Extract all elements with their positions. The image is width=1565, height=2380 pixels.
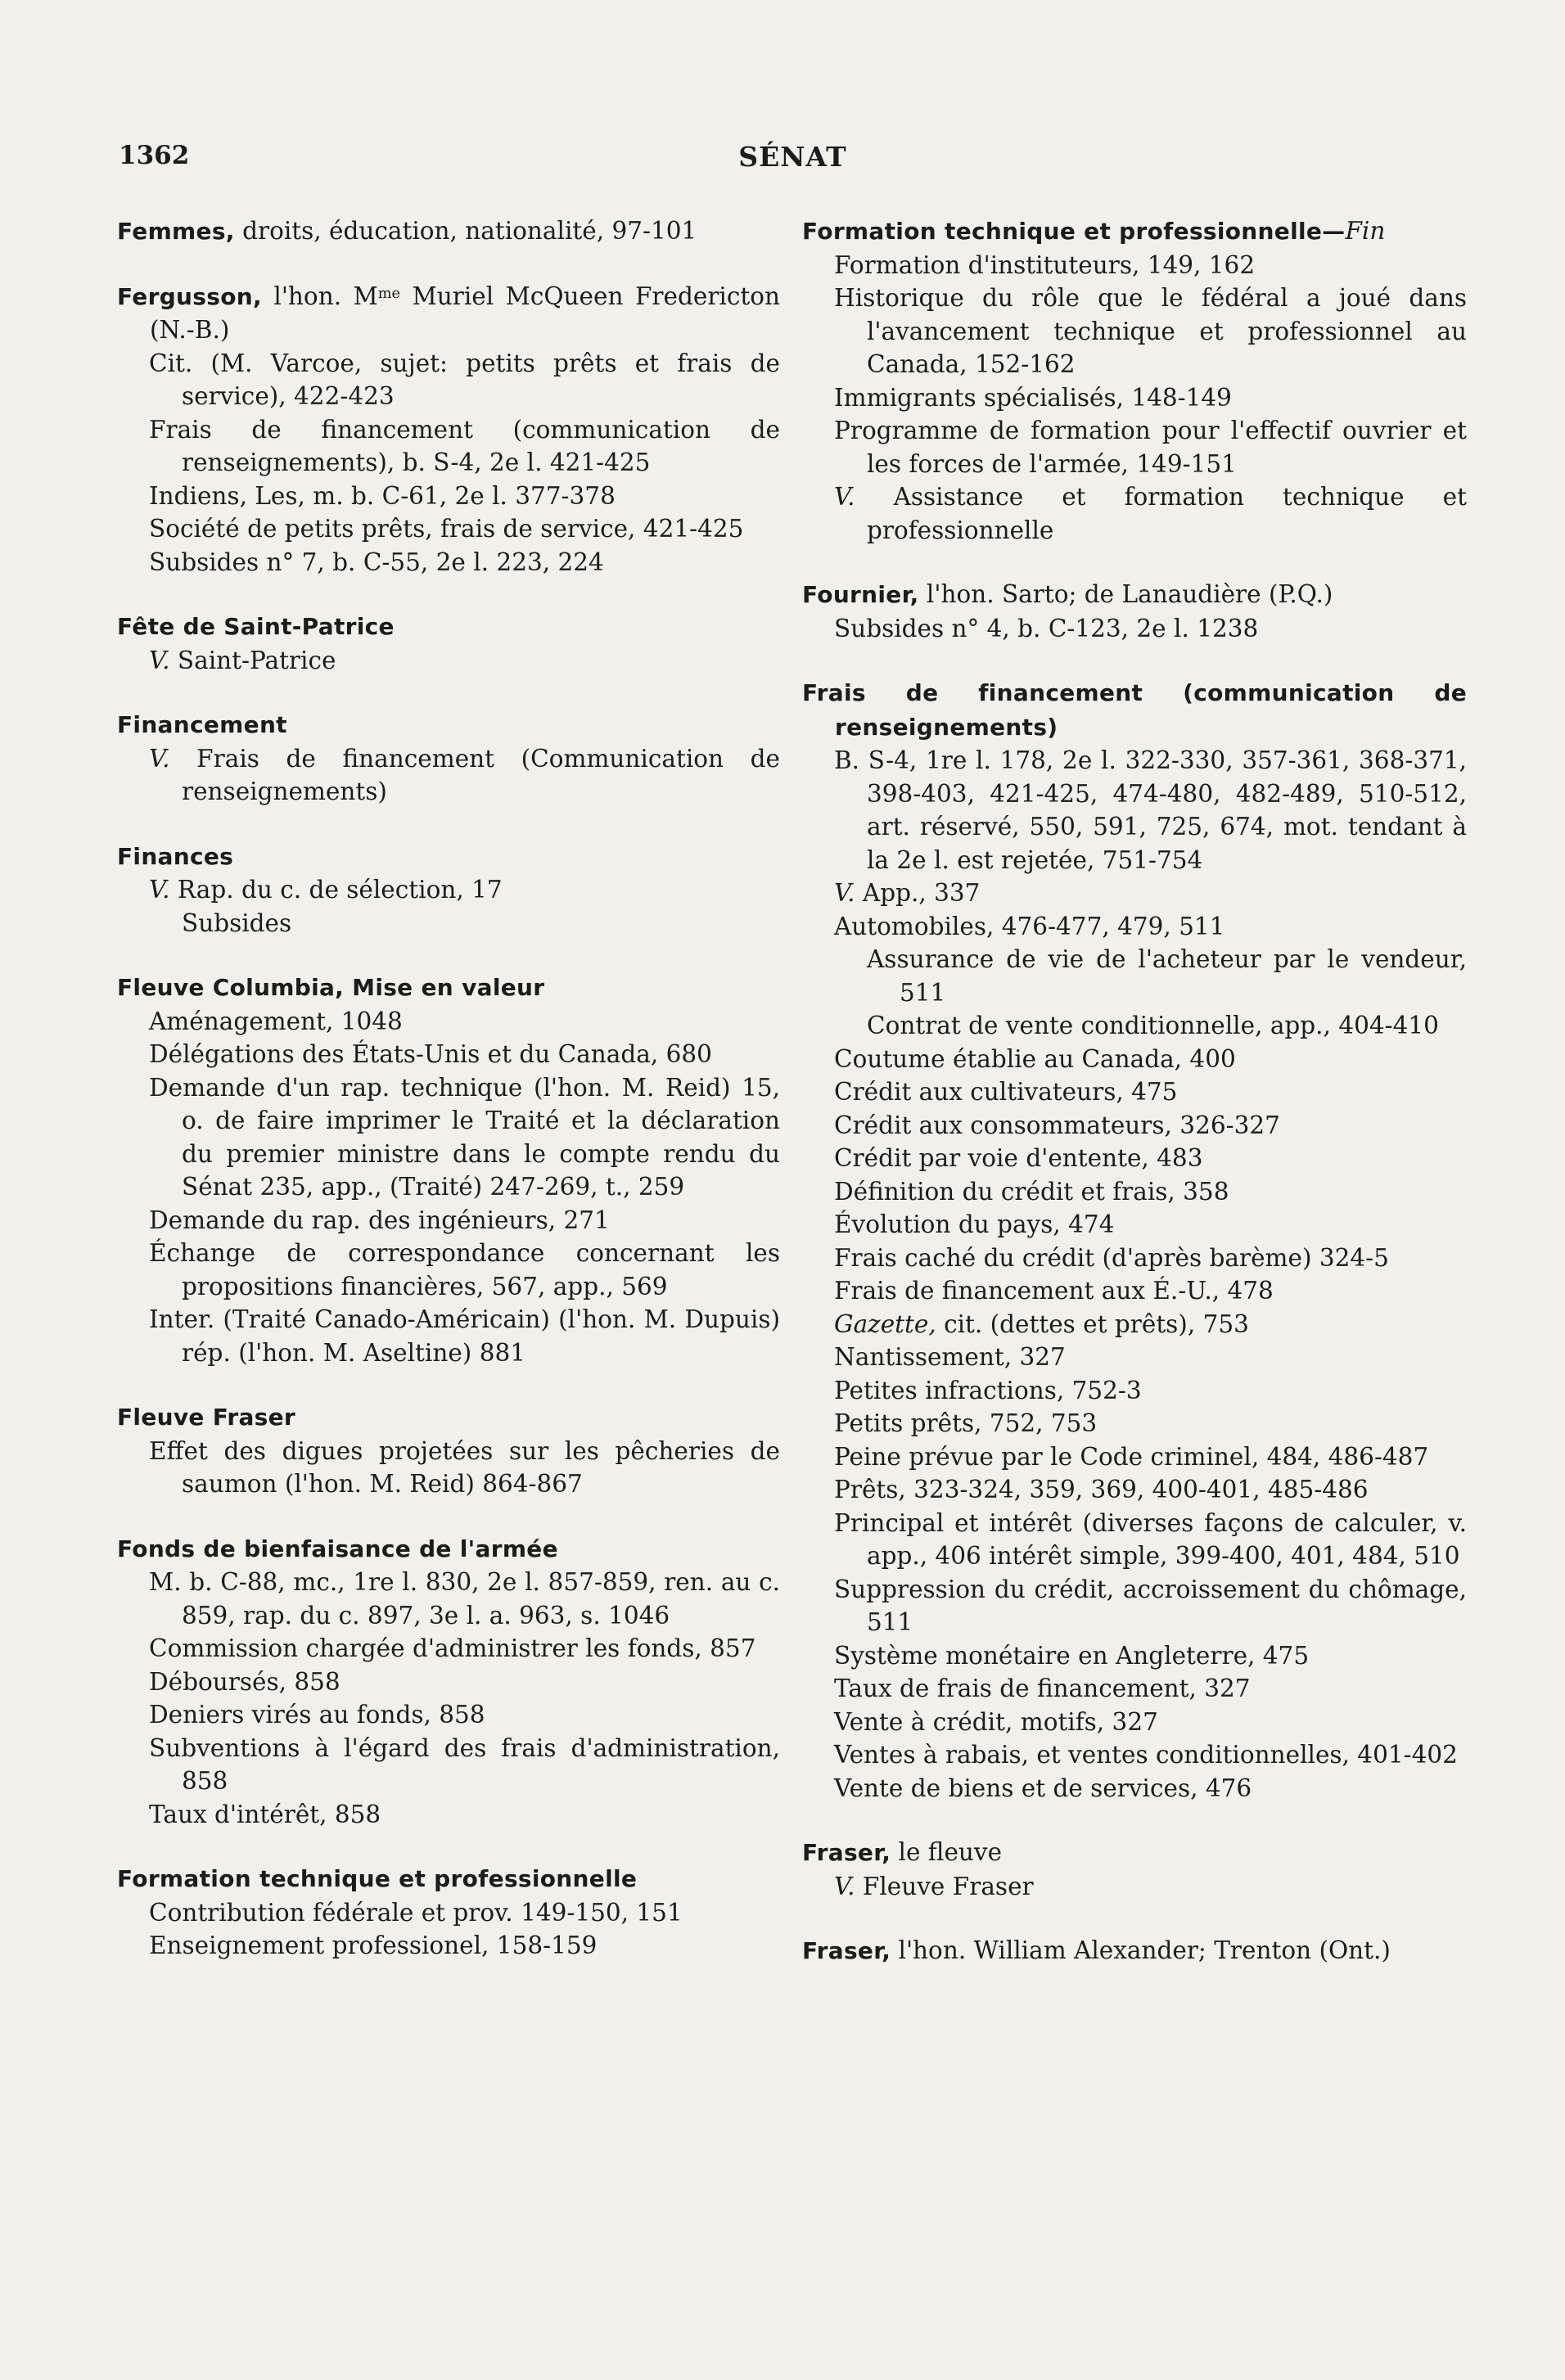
subentry: Suppression du crédit, accroissement du chômage, 511	[834, 1575, 1467, 1636]
right-column	[802, 214, 1467, 1999]
entry-fleuve-fraser	[117, 1400, 780, 1501]
entry-continued: Fin	[1345, 217, 1386, 245]
entry-fergusson	[117, 280, 780, 579]
subentry: Historique du rôle que le fédéral a joué dans l'avancement technique et professionnel au Canada, 152-162	[834, 284, 1467, 378]
page-title: SÉNAT	[738, 141, 847, 173]
entry-fraser-fleuve	[802, 1836, 1467, 1903]
subentry: Automobiles, 476-477, 479, 511	[834, 912, 1225, 940]
subentry: V. Rap. du c. de sélection, 17	[149, 876, 503, 904]
subentry: M. b. C-88, mc., 1re l. 830, 2e l. 857-859, ren. au c. 859, rap. du c. 897, 3e l. a. 963, s. 1046	[149, 1568, 780, 1629]
entry-heading: Finances	[117, 842, 234, 870]
subentry: Crédit aux cultivateurs, 475	[834, 1078, 1178, 1106]
subentry: Crédit par voie d'entente, 483	[834, 1144, 1203, 1172]
entry-fleuve-columbia	[117, 971, 780, 1369]
subentry: Contribution fédérale et prov. 149-150, 151	[149, 1898, 683, 1927]
subentry: Principal et intérêt (diverses façons de calculer, v. app., 406 intérêt simple, 399-400, 401, 484, 510	[834, 1508, 1467, 1570]
subentry: Gazette, cit. (dettes et prêts), 753	[834, 1309, 1249, 1338]
subentry: Système monétaire en Angleterre, 475	[834, 1641, 1310, 1670]
subentry: Peine prévue par le Code criminel, 484, 486-487	[834, 1442, 1429, 1471]
entry-fonds-bienfaisance	[117, 1532, 780, 1832]
see-also: V.	[149, 646, 170, 674]
subentry: Évolution du pays, 474	[834, 1210, 1115, 1238]
subentry: Subventions à l'égard des frais d'administration, 858	[149, 1733, 780, 1795]
entry-fete-saint-patrice	[117, 610, 780, 677]
subentry: Demande du rap. des ingénieurs, 271	[149, 1206, 610, 1234]
entry-frais-financement	[802, 676, 1467, 1805]
subentry: Programme de formation pour l'effectif ouvrier et les forces de l'armée, 149-151	[834, 417, 1467, 478]
subentry: Cit. (M. Varcoe, sujet: petits prêts et frais de service), 422-423	[149, 349, 780, 410]
entry-heading: Formation technique et professionnelle—	[802, 218, 1346, 245]
subentry: Enseignement professionel, 158-159	[149, 1931, 598, 1959]
entry-fraser-william	[802, 1934, 1467, 1968]
entry-heading: Fraser,	[802, 1937, 891, 1964]
entry-text: droits, éducation, nationalité, 97-101	[234, 217, 697, 245]
entry-text: l'hon. William Alexander; Trenton (Ont.)	[891, 1936, 1391, 1964]
subentry: V. Frais de financement (Communication de renseignements)	[149, 744, 780, 805]
subentry: Crédit aux consommateurs, 326-327	[834, 1111, 1280, 1139]
subentry: Frais de financement aux É.-U., 478	[834, 1277, 1274, 1305]
subentry: Déboursés, 858	[149, 1667, 341, 1696]
page-header	[119, 141, 1467, 190]
subentry: Commission chargée d'administrer les fonds, 857	[149, 1634, 756, 1662]
subentry: Ventes à rabais, et ventes conditionnelles, 401-402	[834, 1741, 1458, 1769]
entry-heading: Frais de financement (communication de renseignements)	[802, 679, 1467, 741]
subentry: Petites infractions, 752-3	[834, 1376, 1142, 1404]
entry-formation-technique-fin	[802, 214, 1467, 547]
subentry: Subsides n° 4, b. C-123, 2e l. 1238	[834, 614, 1259, 642]
subentry: Prêts, 323-324, 359, 369, 400-401, 485-486	[834, 1476, 1369, 1503]
entry-heading: Femmes,	[117, 218, 235, 245]
entry-heading: Fergusson,	[117, 282, 262, 310]
page-number: 1362	[119, 141, 190, 170]
subentry: V. Assistance et formation technique et professionnelle	[834, 483, 1467, 544]
subentry: Frais de financement (communication de renseignements), b. S-4, 2e l. 421-425	[149, 415, 780, 476]
subentry: V. Saint-Patrice	[149, 646, 336, 674]
gazette-title: Gazette,	[834, 1309, 936, 1338]
entry-heading: Fête de Saint-Patrice	[117, 613, 395, 640]
entry-heading: Fonds de bienfaisance de l'armée	[117, 1535, 558, 1562]
entry-heading: Fraser,	[802, 1839, 891, 1866]
subentry: Définition du crédit et frais, 358	[834, 1177, 1229, 1206]
subentry: Demande d'un rap. technique (l'hon. M. Reid) 15, o. de faire imprimer le Traité et la déclaration du premier ministre dans le compte rendu du Sénat 235, app., (Traité) 247-269, t., 259	[149, 1073, 780, 1201]
entry-heading: Fleuve Columbia, Mise en valeur	[117, 974, 545, 1001]
subentry: Assurance de vie de l'acheteur par le vendeur, 511	[867, 945, 1467, 1007]
entry-text: Muriel McQueen Fredericton (N.-B.)	[150, 282, 780, 344]
subentry: Deniers virés au fonds, 858	[149, 1701, 485, 1729]
subentry: B. S-4, 1re l. 178, 2e l. 322-330, 357-361, 368-371, 398-403, 421-425, 474-480, 482-489, 510-512, art. réservé, 550, 591, 725, 674, mot. tendant à la 2e l. est rejetée, 751-754	[834, 746, 1467, 874]
subentry: Vente de biens et de services, 476	[834, 1774, 1252, 1802]
subentry: Effet des digues projetées sur les pêcheries de saumon (l'hon. M. Reid) 864-867	[149, 1436, 780, 1498]
subentry: Aménagement, 1048	[149, 1007, 403, 1035]
subentry: Subsides	[182, 908, 292, 937]
subentry: Inter. (Traité Canado-Américain) (l'hon. M. Dupuis) rép. (l'hon. M. Aseltine) 881	[149, 1305, 780, 1367]
subentry: Subsides n° 7, b. C-55, 2e l. 223, 224	[149, 548, 604, 576]
see-also: V.	[149, 744, 170, 773]
subentry: Contrat de vente conditionnelle, app., 404-410	[867, 1012, 1439, 1039]
subentry: Formation d'instituteurs, 149, 162	[834, 250, 1256, 279]
subentry: Taux de frais de financement, 327	[834, 1675, 1251, 1702]
see-also: V.	[834, 879, 855, 907]
subentry: Petits prêts, 752, 753	[834, 1409, 1098, 1437]
entry-fournier	[802, 578, 1467, 645]
entry-heading: Fournier,	[802, 581, 919, 608]
see-also: V.	[149, 876, 170, 904]
subentry: Nantissement, 327	[834, 1343, 1066, 1371]
subentry: Immigrants spécialisés, 148-149	[834, 383, 1232, 412]
superscript: me	[377, 285, 401, 302]
subentry: Coutume établie au Canada, 400	[834, 1044, 1236, 1073]
see-also: V.	[834, 483, 855, 511]
subentry: Délégations des États-Unis et du Canada, 680	[149, 1040, 712, 1068]
left-column	[117, 214, 780, 1994]
subentry: Indiens, Les, m. b. C-61, 2e l. 377-378	[149, 481, 616, 510]
entry-finances	[117, 840, 780, 940]
subentry: Taux d'intérêt, 858	[149, 1800, 381, 1828]
entry-heading: Fleuve Fraser	[117, 1404, 296, 1431]
entry-femmes	[117, 214, 780, 249]
entry-financement	[117, 708, 780, 809]
entry-text: l'hon. M	[261, 282, 378, 310]
see-also: V.	[834, 1872, 855, 1900]
entry-text: l'hon. Sarto; de Lanaudière (P.Q.)	[918, 580, 1333, 608]
subentry: Échange de correspondance concernant les propositions financières, 567, app., 569	[149, 1239, 780, 1300]
subentry: Société de petits prêts, frais de service, 421-425	[149, 515, 744, 543]
entry-text: le fleuve	[891, 1838, 1003, 1866]
subentry: V. Fleuve Fraser	[834, 1872, 1034, 1900]
subentry: V. App., 337	[834, 879, 981, 907]
subentry: Frais caché du crédit (d'après barème) 324-5	[834, 1243, 1389, 1272]
entry-formation-technique	[117, 1862, 780, 1963]
entry-heading: Financement	[117, 711, 287, 738]
entry-heading: Formation technique et professionnelle	[117, 1865, 638, 1892]
subentry: Vente à crédit, motifs, 327	[834, 1707, 1158, 1736]
